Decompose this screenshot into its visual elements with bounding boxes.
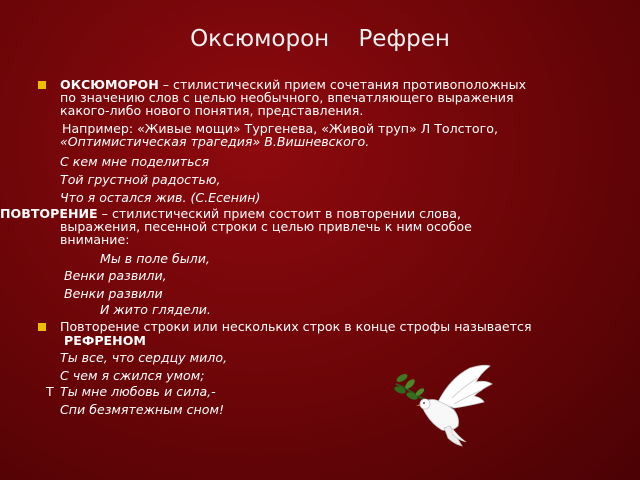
poem2-line-4: И жито глядели. [100, 302, 211, 317]
poem2-line-3: Венки развили [64, 286, 163, 301]
poem2-line-1: Мы в поле были, [100, 251, 210, 266]
dove-with-branch-icon [392, 362, 496, 448]
poem3-line-2: С чем я сжился умом; [60, 368, 205, 383]
poem3-line-3: Ты мне любовь и сила,- [60, 384, 216, 399]
poem2-line-2: Венки развили, [64, 268, 167, 283]
refrain-definition-line: Повторение строки или нескольких строк в конце строфы называется [60, 319, 532, 334]
repetition-term: ПОВТОРЕНИЕ [0, 206, 98, 221]
repetition-definition-line-1: ПОВТОРЕНИЕ – стилистический прием состоит в повторении слова, [0, 206, 461, 221]
poem3-line-4: Спи безмятежным сном! [60, 402, 225, 417]
poem3-line-1: Ты все, что сердцу мило, [60, 350, 228, 365]
oxymoron-definition-line-2: по значению слов с целью необычного, впечатляющего выражения [60, 90, 514, 105]
poem1-line-1: С кем мне поделиться [60, 154, 210, 169]
repetition-definition-line-3: внимание: [60, 232, 130, 247]
slide-title: Оксюморон Рефрен [190, 26, 450, 52]
oxymoron-definition-line-3: какого-либо нового понятия, представления. [60, 103, 364, 118]
poem3-stray-letter: Т [46, 384, 54, 399]
example-line-1: Например: «Живые мощи» Тургенева, «Живой труп» Л Толстого, [62, 121, 498, 136]
oxymoron-definition-text-1: – стилистический прием сочетания противоположных [158, 77, 527, 92]
bullet-icon [38, 81, 46, 89]
example-line-2: «Оптимистическая трагедия» В.Вишневского. [60, 134, 370, 149]
bullet-icon [38, 323, 46, 331]
repetition-definition-line-2: выражения, песенной строки с целью привлечь к ним особое [60, 219, 472, 234]
poem1-line-2: Той грустной радостью, [60, 172, 221, 187]
poem1-line-3: Что я остался жив. (С.Есенин) [60, 190, 261, 205]
oxymoron-term: ОКСЮМОРОН [60, 77, 159, 92]
refrain-term: РЕФРЕНОМ [64, 333, 146, 348]
